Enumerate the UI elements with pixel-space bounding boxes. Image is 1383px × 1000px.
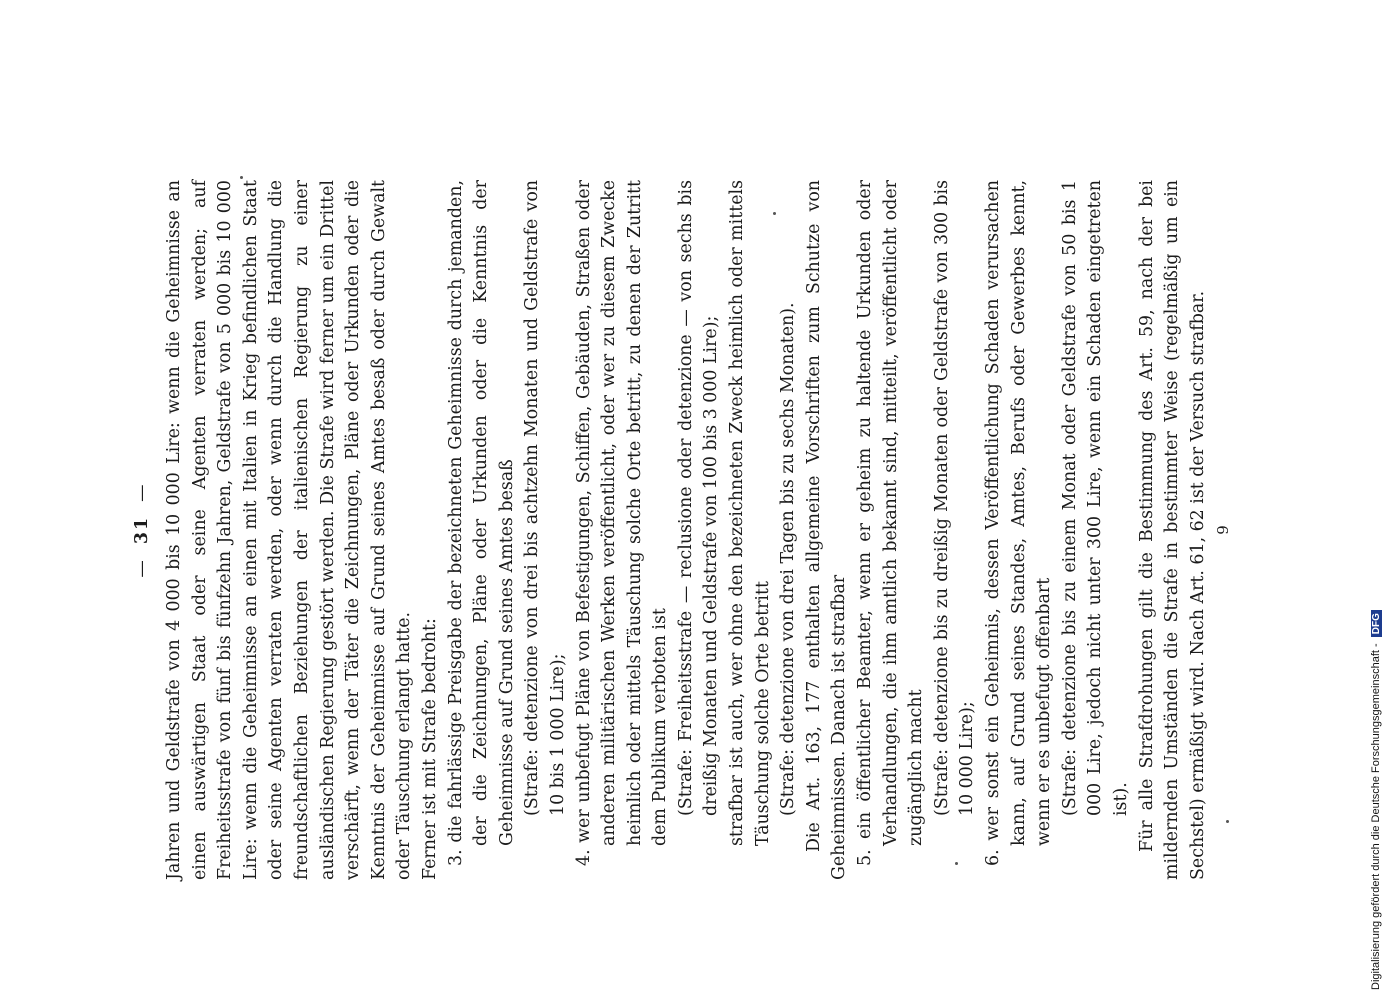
header-dash-left: — (132, 558, 152, 578)
dfg-logo: DFG (1371, 610, 1382, 637)
paragraph-final: Für alle Strafdrohungen gilt die Bestimmung des Art. 59, nach der bei mildernden Umständen die Strafe in bestimmter Weise (regelmäßig um ein Sechstel) ermäßigt wird. Nach Art. 61, 62 ist der Versuch strafbar. (1136, 180, 1208, 880)
item-6: 6. wer sonst ein Geheimnis, dessen Veröffentlichung Schaden verursachen kann, auf Grund seines Standes, Amtes, Berufs oder Gewerbes kennt, wenn er es unbefugt offenbart (983, 180, 1055, 866)
page-number: 31 (132, 515, 152, 545)
item-5-penalty: (Strafe: detenzione bis zu dreißig Monaten oder Geldstrafe von 300 bis 10 000 Lire); (931, 180, 978, 816)
signature-mark: 9 (1214, 525, 1233, 535)
item-3: 3. die fahrlässige Preisgabe der bezeichneten Geheimnisse durch jemanden, der die Zeichnungen, Pläne oder Urkunden oder die Kenntnis der Geheimnisse auf Grund seines Amtes besaß (445, 180, 517, 866)
paragraph-art163: Die Art. 163, 177 enthalten allgemeine Vorschriften zum Schutze von Geheimnissen. Danach ist strafbar (803, 180, 850, 880)
paragraph-ferner: Ferner ist mit Strafe bedroht: (419, 618, 440, 880)
item-4-also-punishable: strafbar ist auch, wer ohne den bezeichneten Zweck heimlich oder mittels Täuschung solche Orte betritt (727, 180, 773, 846)
item-6-penalty: (Strafe: detenzione bis zu einem Monat oder Geldstrafe von 50 bis 1 000 Lire, jedoch nicht unter 300 Lire, wenn ein Schaden eingetreten ist). (1059, 180, 1131, 816)
page-header (130, 180, 156, 880)
rotated-page (130, 180, 1250, 880)
item-4: 4. wer unbefugt Pläne von Befestigungen, Schiffen, Gebäuden, Straßen oder anderen militärischen Werken veröffentlicht, oder wer zu diesem Zwecke heimlich oder mittels Täuschung solche Orte betritt, zu denen der Zutritt dem Publikum verboten ist (573, 180, 671, 866)
paragraph-intro: Jahren und Geldstrafe von 4 000 bis 10 000 Lire: wenn die Geheimnisse an einen auswärtigen Staat oder seine Agenten verraten werden; auf Freiheitsstrafe von fünf bis fünfzehn Jahren, Geldstrafe von 5 000 bis 10 000 Lire: wenn die Geheimnisse an einen mit Italien in Krieg befindlichen Staat oder seine Agenten verraten werden, oder wenn durch die Handlung die freundschaftlichen Beziehungen der italienischen Regierung zu einer ausländischen Regierung gestört werden. Die Strafe wird ferner um ein Drittel verschärft, wenn der Täter die Zeichnungen, Pläne oder Urkunden oder die Kenntnis der Geheimnisse auf Grund seines Amtes besaß oder durch Gewalt oder Täuschung erlangt hatte. (164, 180, 415, 880)
item-3-penalty: (Strafe: detenzione von drei bis achtzehn Monaten und Geldstrafe von 10 bis 1 000 Lire); (522, 180, 568, 816)
digitization-credit (1370, 610, 1382, 990)
scan-speck (955, 862, 958, 865)
scan-speck (773, 212, 776, 215)
item-5: 5. ein öffentlicher Beamter, wenn er geheim zu haltende Urkunden oder Verhandlungen, die ihm amtlich bekannt sind, mitteilt, veröffentlicht oder zugänglich macht (855, 180, 927, 866)
scan-speck (1226, 820, 1229, 823)
credit-text: Digitalisierung gefördert durch die Deutsche Forschungsgemeinschaft - (1370, 643, 1382, 990)
header-dash-right: — (132, 482, 152, 502)
item-4-penalty: (Strafe: Freiheitsstrafe — reclusione oder detenzione — von sechs bis dreißig Monaten und Geldstrafe von 100 bis 3 000 Lire); (675, 180, 722, 816)
item-4-penalty-2: (Strafe: detenzione von drei Tagen bis zu sechs Monaten). (778, 302, 799, 816)
scan-speck (240, 176, 243, 179)
